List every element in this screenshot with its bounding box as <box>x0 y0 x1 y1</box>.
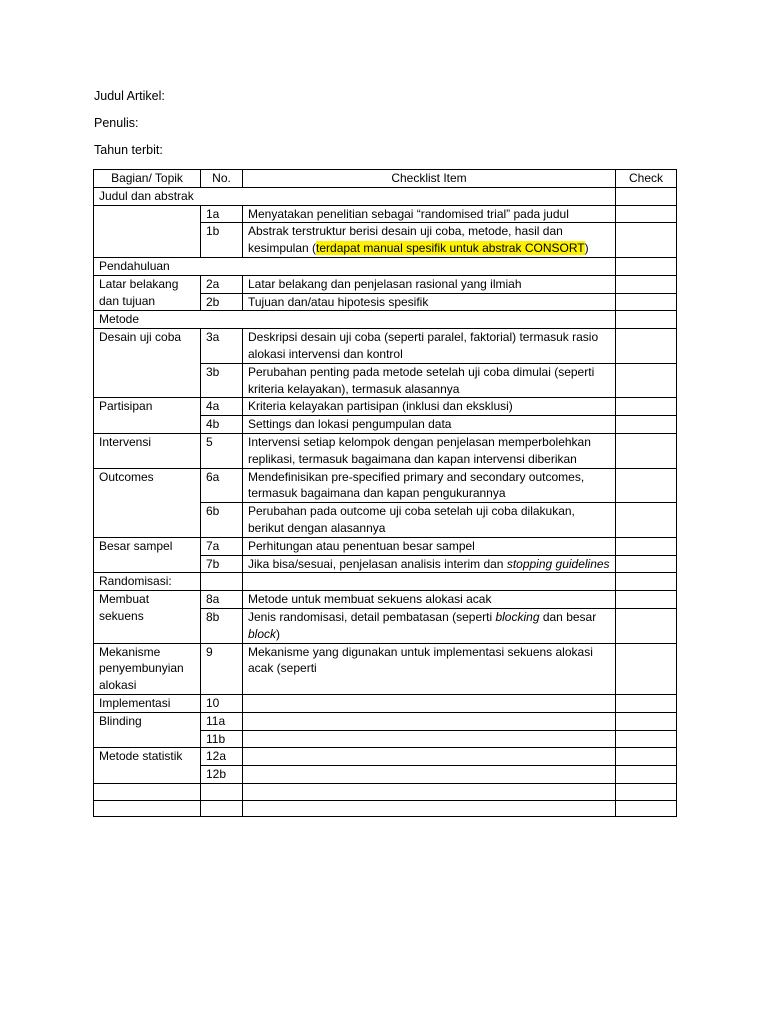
check-cell[interactable] <box>616 748 677 766</box>
topic-desain: Desain uji coba <box>94 329 201 398</box>
item-text <box>243 555 616 573</box>
item-text: Settings dan lokasi pengumpulan data <box>243 416 616 434</box>
check-cell[interactable] <box>616 293 677 311</box>
table-row <box>94 329 677 364</box>
check-cell[interactable] <box>616 223 677 258</box>
check-cell[interactable] <box>616 329 677 364</box>
section-pendahuluan: Pendahuluan <box>94 257 616 275</box>
item-number: 8b <box>201 608 243 643</box>
item-number: 9 <box>201 643 243 694</box>
check-cell[interactable] <box>616 187 677 205</box>
item-number: 7b <box>201 555 243 573</box>
check-cell[interactable] <box>616 573 677 591</box>
empty-cell <box>201 800 243 817</box>
check-cell[interactable] <box>616 398 677 416</box>
item-text: Mendefinisikan pre-specified primary and secondary outcomes, termasuk bagaimana dan kapan pengukurannya <box>243 468 616 503</box>
check-cell[interactable] <box>616 591 677 609</box>
item-number: 11b <box>201 730 243 748</box>
item-text: Kriteria kelayakan partisipan (inklusi dan eksklusi) <box>243 398 616 416</box>
check-cell[interactable] <box>616 275 677 293</box>
topic-intervensi: Intervensi <box>94 433 201 468</box>
section-row <box>94 257 677 275</box>
topic-implementasi: Implementasi <box>94 694 201 712</box>
item-text-part: Abstrak terstruktur berisi desain uji coba, metode, hasil dan kesimpulan ( <box>248 224 563 256</box>
empty-cell <box>243 783 616 800</box>
item-number: 1a <box>201 205 243 223</box>
topic-outcomes: Outcomes <box>94 468 201 537</box>
check-cell[interactable] <box>616 783 677 800</box>
empty-cell <box>201 573 243 591</box>
section-row <box>94 573 677 591</box>
topic-membuat-sekuens: Membuat sekuens <box>94 591 201 643</box>
item-text-italic: blocking <box>495 609 540 624</box>
empty-cell <box>94 783 201 800</box>
topic-besar-sampel: Besar sampel <box>94 537 201 573</box>
highlighted-note: terdapat manual spesifik untuk abstrak CONSORT <box>316 241 585 256</box>
empty-cell <box>201 783 243 800</box>
section-row <box>94 311 677 329</box>
item-number: 12a <box>201 748 243 766</box>
topic-metode-statistik: Metode statistik <box>94 748 201 784</box>
item-number: 8a <box>201 591 243 609</box>
empty-row <box>94 783 677 800</box>
check-cell[interactable] <box>616 537 677 555</box>
item-text <box>243 712 616 730</box>
item-number: 1b <box>201 223 243 258</box>
item-text-part: Jenis randomisasi, detail pembatasan (seperti <box>248 609 496 624</box>
check-cell[interactable] <box>616 433 677 468</box>
item-text <box>243 766 616 784</box>
item-text: Tujuan dan/atau hipotesis spesifik <box>243 293 616 311</box>
table-row <box>94 398 677 416</box>
section-metode: Metode <box>94 311 616 329</box>
author-label: Penulis: <box>94 116 139 130</box>
empty-cell <box>94 800 201 817</box>
table-row <box>94 275 677 293</box>
item-text: Intervensi setiap kelompok dengan penjelasan memperbolehkan replikasi, termasuk bagaimana dan kapan intervensi diberikan <box>243 433 616 468</box>
item-text <box>243 748 616 766</box>
table-row <box>94 643 677 694</box>
item-text: Perhitungan atau penentuan besar sampel <box>243 537 616 555</box>
topic-partisipan: Partisipan <box>94 398 201 434</box>
empty-row <box>94 800 677 817</box>
empty-cell <box>243 573 616 591</box>
check-cell[interactable] <box>616 730 677 748</box>
table-row <box>94 712 677 730</box>
item-text <box>243 730 616 748</box>
item-number: 3b <box>201 363 243 398</box>
item-number: 12b <box>201 766 243 784</box>
table-header-row <box>94 170 677 188</box>
item-number: 7a <box>201 537 243 555</box>
item-text: Perubahan penting pada metode setelah uji coba dimulai (seperti kriteria kelayakan), termasuk alasannya <box>243 363 616 398</box>
year-label: Tahun terbit: <box>94 143 163 157</box>
check-cell[interactable] <box>616 311 677 329</box>
table-row <box>94 591 677 609</box>
section-randomisasi: Randomisasi: <box>94 573 201 591</box>
check-cell[interactable] <box>616 468 677 503</box>
item-text: Menyatakan penelitian sebagai “randomised trial” pada judul <box>243 205 616 223</box>
section-judul: Judul dan abstrak <box>94 187 616 205</box>
header-checklist-item: Checklist Item <box>243 170 616 188</box>
check-cell[interactable] <box>616 800 677 817</box>
item-text: Deskripsi desain uji coba (seperti paralel, faktorial) termasuk rasio alokasi intervensi dan kontrol <box>243 329 616 364</box>
table-row <box>94 468 677 503</box>
item-number: 2a <box>201 275 243 293</box>
topic-blinding: Blinding <box>94 712 201 748</box>
item-text-italic: block <box>248 626 277 641</box>
topic-latar: Latar belakang dan tujuan <box>94 275 201 311</box>
article-title-label: Judul Artikel: <box>94 89 165 103</box>
table-row <box>94 537 677 555</box>
item-number: 5 <box>201 433 243 468</box>
check-cell[interactable] <box>616 503 677 538</box>
table-row <box>94 694 677 712</box>
item-text: Mekanisme yang digunakan untuk implementasi sekuens alokasi acak (seperti <box>243 643 616 694</box>
item-text: Latar belakang dan penjelasan rasional yang ilmiah <box>243 275 616 293</box>
item-text-part: ) <box>584 241 589 256</box>
topic-mekanisme: Mekanisme penyembunyian alokasi <box>94 643 201 694</box>
check-cell[interactable] <box>616 363 677 398</box>
check-cell[interactable] <box>616 257 677 275</box>
empty-cell <box>243 800 616 817</box>
item-number: 10 <box>201 694 243 712</box>
check-cell[interactable] <box>616 766 677 784</box>
item-number: 2b <box>201 293 243 311</box>
check-cell[interactable] <box>616 555 677 573</box>
check-cell[interactable] <box>616 712 677 730</box>
header-number: No. <box>201 170 243 188</box>
header-check: Check <box>616 170 677 188</box>
check-cell[interactable] <box>616 694 677 712</box>
item-number: 4b <box>201 416 243 434</box>
check-cell[interactable] <box>616 643 677 694</box>
item-text <box>243 608 616 643</box>
header-topic: Bagian/ Topik <box>94 170 201 188</box>
item-text: Metode untuk membuat sekuens alokasi acak <box>243 591 616 609</box>
check-cell[interactable] <box>616 416 677 434</box>
consort-checklist-table <box>93 169 677 817</box>
table-row <box>94 205 677 223</box>
item-text-part: Jika bisa/sesuai, penjelasan analisis interim dan <box>248 556 507 571</box>
item-text-italic: stopping guidelines <box>506 556 610 571</box>
item-text-part: ) <box>276 626 281 641</box>
item-number: 3a <box>201 329 243 364</box>
item-number: 6b <box>201 503 243 538</box>
item-number: 11a <box>201 712 243 730</box>
item-number: 6a <box>201 468 243 503</box>
item-text <box>243 223 616 258</box>
section-row <box>94 187 677 205</box>
item-text <box>243 694 616 712</box>
item-text-part: dan besar <box>539 609 597 624</box>
check-cell[interactable] <box>616 608 677 643</box>
table-row <box>94 748 677 766</box>
item-number: 4a <box>201 398 243 416</box>
table-row <box>94 433 677 468</box>
check-cell[interactable] <box>616 205 677 223</box>
item-text: Perubahan pada outcome uji coba setelah uji coba dilakukan, berikut dengan alasannya <box>243 503 616 538</box>
topic-cell <box>94 205 201 257</box>
